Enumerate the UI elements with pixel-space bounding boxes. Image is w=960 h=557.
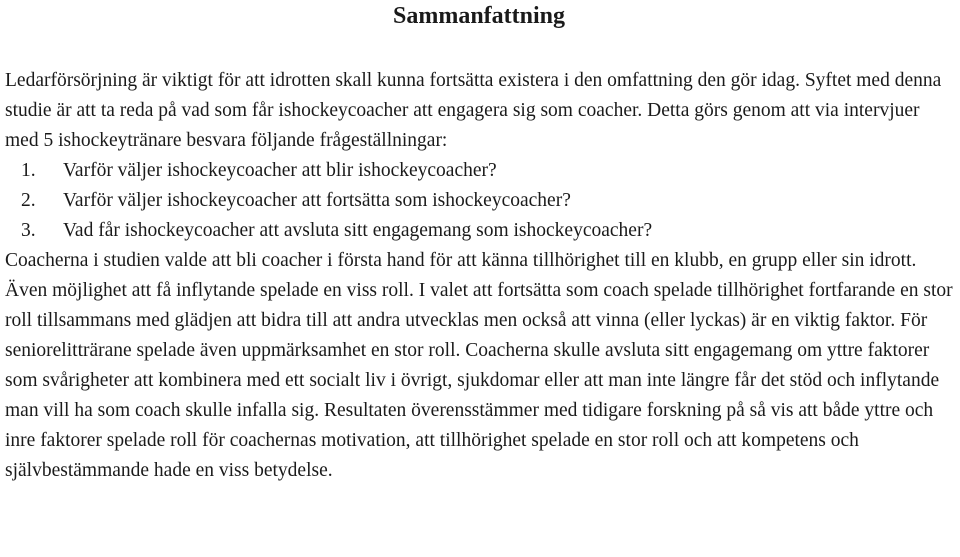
question-text-value: Varför väljer ishockeycoacher att blir ishockeycoacher? [63, 160, 497, 181]
summary-body [5, 66, 953, 486]
document-page [5, 0, 953, 486]
list-item [5, 216, 953, 246]
question-text [5, 156, 497, 186]
conclusion-paragraph: Coacherna i studien valde att bli coacher i första hand för att känna tillhörighet till en klubb, en grupp eller sin idrott. Även möjlighet att få inflytande spelade en viss roll. I valet att fortsätta som coach spelade tillhörighet fortfarande en stor roll tillsammans med glädjen att bidra till att andra utvecklas men också att vinna (eller lyckas) är en viktig faktor. För seniorelitträrane spelade även uppmärksamhet en stor roll. Coacherna skulle avsluta sitt engagemang om yttre faktorer som svårigheter att kombinera med ett socialt liv i övrigt, sjukdomar eller att man inte längre får det stöd och inflytande man vill ha som coach skulle infalla sig. Resultaten överensstämmer med tidigare forskning på så vis att både yttre och inre faktorer spelade roll för coachernas motivation, att tillhörighet spelade en stor roll och att kompetens och självbestämmande hade en viss betydelse. [5, 250, 953, 481]
question-number: 3. [21, 220, 36, 241]
question-list [5, 156, 953, 246]
question-text-value: Vad får ishockeycoacher att avsluta sitt engagemang som ishockeycoacher? [63, 220, 653, 241]
list-item [5, 156, 953, 186]
question-text [5, 186, 571, 216]
question-number: 2. [21, 190, 36, 211]
list-item [5, 186, 953, 216]
question-text-value: Varför väljer ishockeycoacher att fortsätta som ishockeycoacher? [63, 190, 571, 211]
question-number: 1. [21, 160, 36, 181]
question-text [5, 216, 652, 246]
page-title: Sammanfattning [392, 3, 566, 29]
intro-paragraph: Ledarförsörjning är viktigt för att idrotten skall kunna fortsätta existera i den omfattning den gör idag. Syftet med denna studie är att ta reda på vad som får ishockeycoacher att engagera sig som coacher. Detta görs genom att via intervjuer med 5 ishockeytränare besvara följande frågeställningar: [5, 70, 942, 151]
